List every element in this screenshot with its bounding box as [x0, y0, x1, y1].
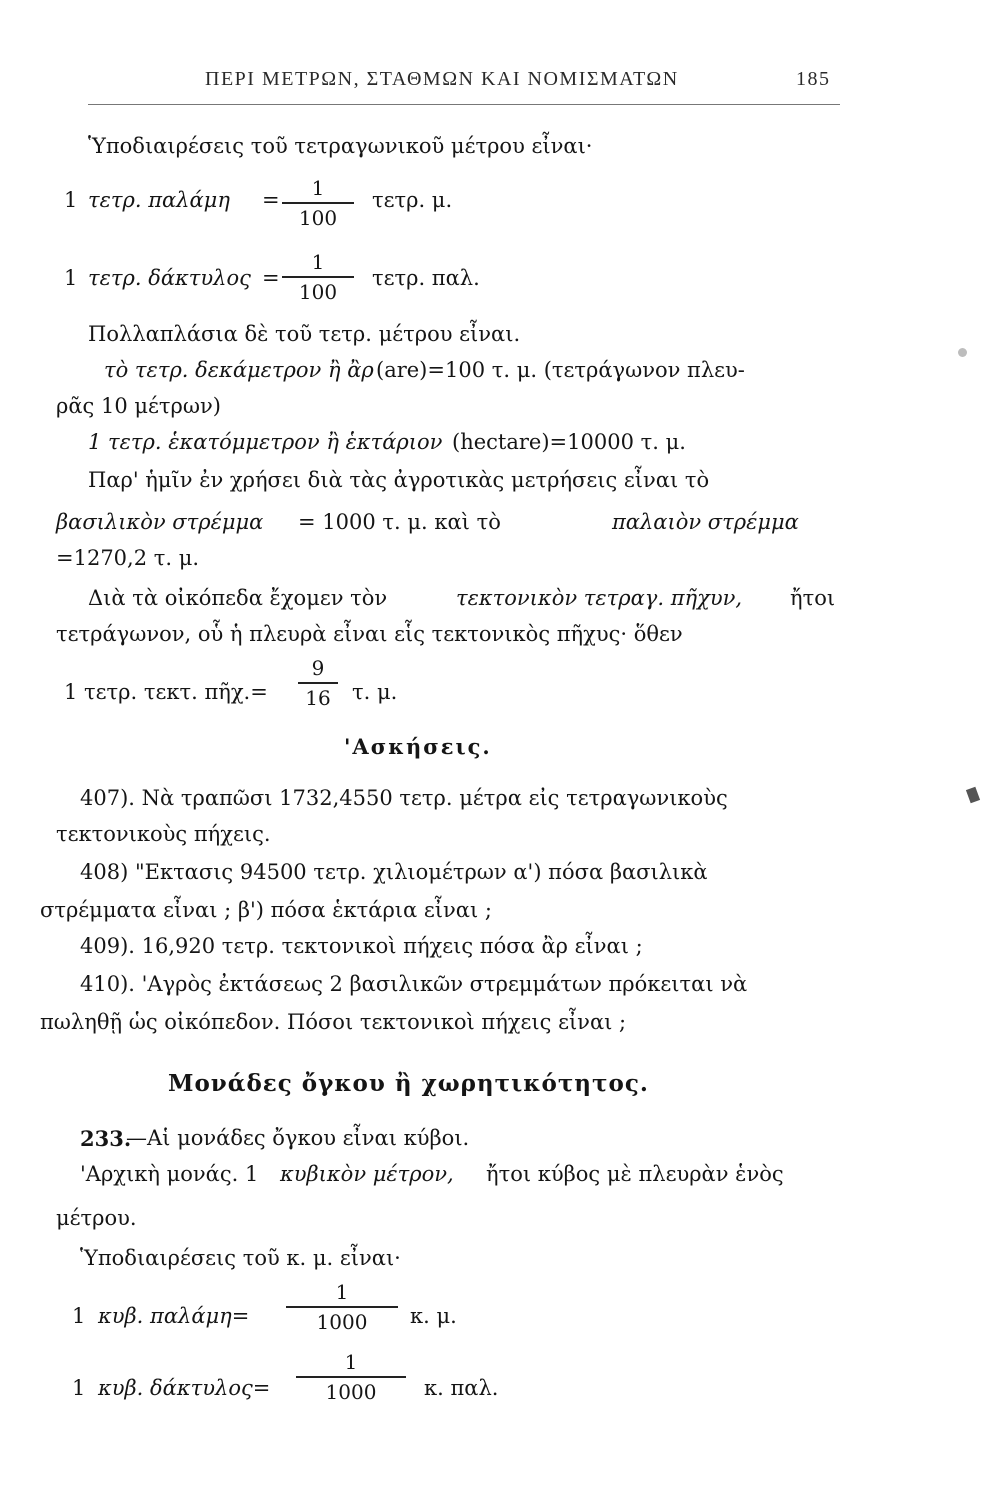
are-line-2: ρᾶς 10 μέτρων) — [56, 394, 221, 418]
cubic-finger-unit: κ. παλ. — [424, 1376, 499, 1400]
multiples-intro: Πολλαπλάσια δὲ τοῦ τετρ. μέτρου εἶναι. — [88, 322, 521, 346]
cubit-numerator: 9 — [311, 656, 325, 680]
finger-unit: τετρ. παλ. — [372, 266, 480, 290]
exercise-409: 409). 16,920 τετρ. τεκτονικοὶ πήχεις πόσα ἂρ εἶναι ; — [80, 934, 643, 958]
cubit-fraction — [298, 656, 338, 710]
palm-one: 1 — [64, 188, 78, 212]
are-line-b: (are)=100 τ. μ. (τετράγωνον πλευ- — [376, 358, 745, 382]
finger-numerator: 1 — [311, 250, 325, 274]
exercise-407-line-1: 407). Νὰ τραπῶσι 1732,4550 τετρ. μέτρα εἰς τετραγωνικοὺς — [80, 786, 728, 810]
header-rule — [88, 104, 840, 105]
exercises-heading: 'Ασκήσεις. — [344, 734, 492, 759]
cubic-subdivisions-intro: Ὑποδιαιρέσεις τοῦ κ. μ. εἶναι· — [80, 1246, 401, 1270]
fraction-bar — [282, 276, 354, 278]
finger-denominator: 100 — [298, 279, 338, 304]
palm-eq: = — [262, 188, 280, 212]
palm-fraction — [282, 176, 354, 230]
cubic-finger-denominator: 1000 — [325, 1379, 377, 1404]
cubic-palm-unit: κ. μ. — [410, 1304, 457, 1328]
stremma-line-1: Παρ' ἡμῖν ἐν χρήσει διὰ τὰς ἀγροτικὰς μετρήσεις εἶναι τὸ — [88, 468, 710, 492]
scan-mark — [966, 787, 980, 804]
fraction-bar — [298, 682, 338, 684]
base-unit-c: ἤτοι κύβος μὲ πλευρὰν ἑνὸς — [486, 1162, 784, 1186]
fraction-bar — [296, 1376, 406, 1378]
cubit-denominator: 16 — [305, 685, 331, 710]
palm-name: τετρ. παλάμη — [88, 188, 230, 212]
cubic-palm-one: 1 — [72, 1304, 86, 1328]
cubit-unit: τ. μ. — [352, 680, 398, 704]
finger-fraction — [282, 250, 354, 304]
base-unit-b: κυβικὸν μέτρον, — [280, 1162, 454, 1186]
stremma-line-2c: παλαιὸν στρέμμα — [612, 510, 799, 534]
base-unit-a: 'Αρχικὴ μονάς. 1 — [80, 1162, 259, 1186]
volume-heading: Μονάδες ὄγκου ἢ χωρητικότητος. — [168, 1070, 649, 1097]
fraction-bar — [286, 1306, 398, 1308]
cubic-palm-denominator: 1000 — [316, 1309, 368, 1334]
finger-name: τετρ. δάκτυλος — [88, 266, 251, 290]
hectare-line-a: 1 τετρ. ἑκατόμμετρον ἢ ἑκτάριον — [88, 430, 443, 454]
exercise-410-line-2: πωληθῇ ὡς οἰκόπεδον. Πόσοι τεκτονικοὶ πήχεις εἶναι ; — [40, 1010, 627, 1034]
stremma-line-2a: βασιλικὸν στρέμμα — [56, 510, 264, 534]
cubic-palm-name: κυβ. παλάμη= — [98, 1304, 250, 1328]
plots-line-1b: τεκτονικὸν τετραγ. πῆχυν, — [456, 586, 743, 610]
scan-speck — [958, 348, 967, 357]
finger-one: 1 — [64, 266, 78, 290]
running-header: ΠΕΡΙ ΜΕΤΡΩΝ, ΣΤΑΘΜΩΝ ΚΑΙ ΝΟΜΙΣΜΑΤΩΝ — [205, 68, 679, 90]
cubic-finger-fraction — [296, 1350, 406, 1404]
exercise-407-line-2: τεκτονικοὺς πήχεις. — [56, 822, 271, 846]
cubic-finger-numerator: 1 — [344, 1350, 358, 1374]
plots-line-1c: ἤτοι — [790, 586, 836, 610]
cubit-lhs: 1 τετρ. τεκτ. πῆχ.= — [64, 680, 268, 704]
paragraph-233-number: 233. — [80, 1126, 132, 1151]
plots-line-1a: Διὰ τὰ οἰκόπεδα ἔχομεν τὸν — [88, 586, 388, 610]
hectare-line-b: (hectare)=10000 τ. μ. — [452, 430, 686, 454]
cubic-palm-fraction — [286, 1280, 398, 1334]
fraction-bar — [282, 202, 354, 204]
plots-line-2: τετράγωνον, οὗ ἡ πλευρὰ εἶναι εἷς τεκτονικὸς πῆχυς· ὅθεν — [56, 622, 683, 646]
cubic-palm-numerator: 1 — [335, 1280, 349, 1304]
palm-numerator: 1 — [311, 176, 325, 200]
exercise-408-line-2: στρέμματα εἶναι ; β') πόσα ἑκτάρια εἶναι ; — [40, 898, 492, 922]
finger-eq: = — [262, 266, 280, 290]
cubic-finger-one: 1 — [72, 1376, 86, 1400]
are-line-a: τὸ τετρ. δεκάμετρον ἢ ἂρ — [104, 358, 374, 382]
stremma-line-3: =1270,2 τ. μ. — [56, 546, 200, 570]
subdivisions-intro: Ὑποδιαιρέσεις τοῦ τετραγωνικοῦ μέτρου εἶναι· — [88, 134, 593, 158]
palm-unit: τετρ. μ. — [372, 188, 453, 212]
base-unit-d: μέτρου. — [56, 1206, 137, 1230]
paragraph-233-text: —Αἱ μονάδες ὄγκου εἶναι κύβοι. — [126, 1126, 470, 1150]
exercise-408-line-1: 408) "Εκτασις 94500 τετρ. χιλιομέτρων α') πόσα βασιλικὰ — [80, 860, 708, 884]
stremma-line-2b: = 1000 τ. μ. καὶ τὸ — [298, 510, 501, 534]
page-number: 185 — [796, 68, 831, 90]
cubic-finger-name: κυβ. δάκτυλος= — [98, 1376, 271, 1400]
palm-denominator: 100 — [298, 205, 338, 230]
exercise-410-line-1: 410). 'Αγρὸς ἐκτάσεως 2 βασιλικῶν στρεμμάτων πρόκειται νὰ — [80, 972, 748, 996]
